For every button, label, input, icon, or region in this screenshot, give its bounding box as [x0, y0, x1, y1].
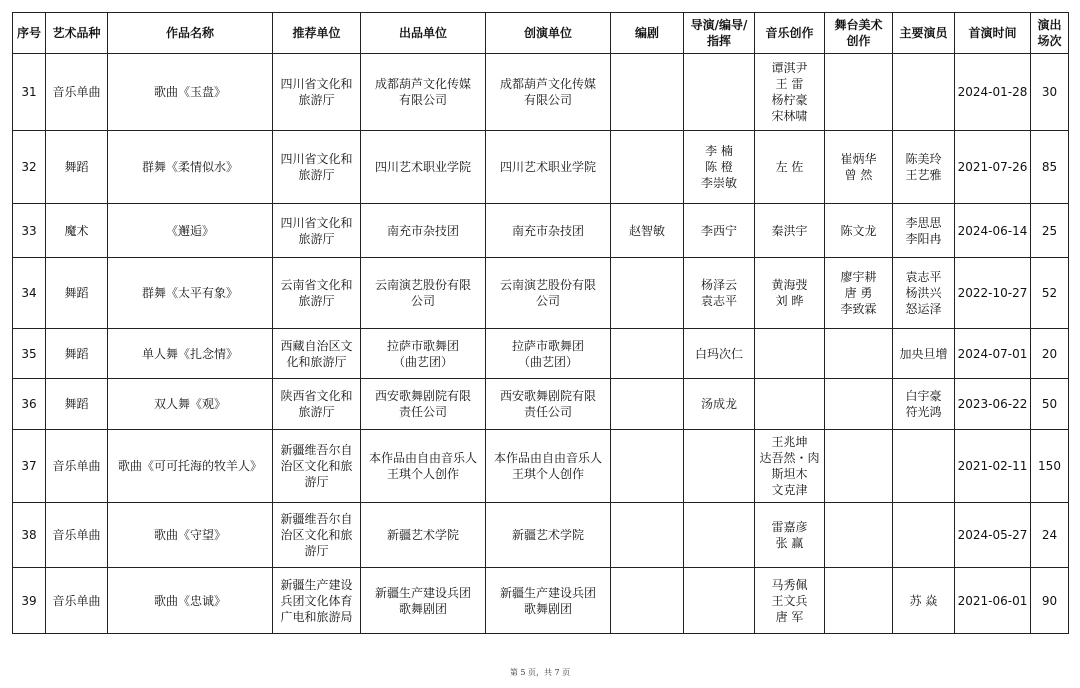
producer-cell: 云南演艺股份有限 公司 — [361, 258, 486, 329]
recommender-cell: 新疆生产建设 兵团文化体育 广电和旅游局 — [273, 568, 361, 634]
page-footer: 第 5 页，共 7 页 — [509, 668, 571, 677]
creator-cell: 西安歌舞剧院有限 责任公司 — [486, 379, 611, 430]
director-cell — [684, 54, 755, 131]
writer-cell — [611, 503, 684, 568]
art-type-cell: 音乐单曲 — [46, 503, 108, 568]
header-premiere-date: 首演时间 — [955, 13, 1031, 54]
main-actors-cell — [893, 503, 955, 568]
work-title-cell: 双人舞《观》 — [108, 379, 273, 430]
work-title-cell: 群舞《柔情似水》 — [108, 131, 273, 204]
table-body — [13, 54, 1069, 634]
director-cell: 白玛次仁 — [684, 329, 755, 379]
main-actors-cell — [893, 54, 955, 131]
stage-designer-cell — [825, 379, 893, 430]
writer-cell — [611, 430, 684, 503]
recommender-cell: 四川省文化和 旅游厅 — [273, 131, 361, 204]
producer-cell: 西安歌舞剧院有限 责任公司 — [361, 379, 486, 430]
main-actors-cell: 袁志平 杨洪兴 怒运泽 — [893, 258, 955, 329]
row-no-cell: 33 — [13, 204, 46, 258]
producer-cell: 四川艺术职业学院 — [361, 131, 486, 204]
art-type-cell: 舞蹈 — [46, 258, 108, 329]
premiere-date-cell: 2021-02-11 — [955, 430, 1031, 503]
art-type-cell: 音乐单曲 — [46, 430, 108, 503]
stage-designer-cell — [825, 503, 893, 568]
director-cell: 汤成龙 — [684, 379, 755, 430]
writer-cell — [611, 258, 684, 329]
header-art-type: 艺术品种 — [46, 13, 108, 54]
creator-cell: 新疆生产建设兵团 歌舞剧团 — [486, 568, 611, 634]
show-count-cell: 85 — [1031, 131, 1069, 204]
row-no-cell: 36 — [13, 379, 46, 430]
table-row — [13, 503, 1069, 568]
row-no-cell: 32 — [13, 131, 46, 204]
work-title-cell: 歌曲《可可托海的牧羊人》 — [108, 430, 273, 503]
director-cell: 李 楠 陈 橙 李崇敏 — [684, 131, 755, 204]
director-cell: 李西宁 — [684, 204, 755, 258]
work-title-cell: 群舞《太平有象》 — [108, 258, 273, 329]
table-row — [13, 379, 1069, 430]
music-creator-cell: 秦洪宇 — [755, 204, 825, 258]
row-no-cell: 39 — [13, 568, 46, 634]
director-cell — [684, 503, 755, 568]
show-count-cell: 25 — [1031, 204, 1069, 258]
work-title-cell: 歌曲《忠诚》 — [108, 568, 273, 634]
main-actors-cell: 李思思 李阳冉 — [893, 204, 955, 258]
creator-cell: 拉萨市歌舞团 （曲艺团） — [486, 329, 611, 379]
producer-cell: 新疆生产建设兵团 歌舞剧团 — [361, 568, 486, 634]
stage-designer-cell — [825, 568, 893, 634]
recommender-cell: 四川省文化和 旅游厅 — [273, 204, 361, 258]
show-count-cell: 90 — [1031, 568, 1069, 634]
producer-cell: 本作品由自由音乐人 王琪个人创作 — [361, 430, 486, 503]
table-row — [13, 329, 1069, 379]
creator-cell: 云南演艺股份有限 公司 — [486, 258, 611, 329]
show-count-cell: 30 — [1031, 54, 1069, 131]
show-count-cell: 20 — [1031, 329, 1069, 379]
header-recommender: 推荐单位 — [273, 13, 361, 54]
work-title-cell: 歌曲《玉盘》 — [108, 54, 273, 131]
work-title-cell: 单人舞《扎念情》 — [108, 329, 273, 379]
header-row — [13, 13, 1069, 54]
director-cell — [684, 568, 755, 634]
recommender-cell: 西藏自治区文 化和旅游厅 — [273, 329, 361, 379]
producer-cell: 南充市杂技团 — [361, 204, 486, 258]
art-type-cell: 舞蹈 — [46, 131, 108, 204]
stage-designer-cell: 廖宇耕 唐 勇 李致霖 — [825, 258, 893, 329]
creator-cell: 四川艺术职业学院 — [486, 131, 611, 204]
art-type-cell: 音乐单曲 — [46, 568, 108, 634]
art-type-cell: 音乐单曲 — [46, 54, 108, 131]
header-director: 导演/编导/ 指挥 — [684, 13, 755, 54]
stage-designer-cell: 陈文龙 — [825, 204, 893, 258]
art-type-cell: 舞蹈 — [46, 379, 108, 430]
main-actors-cell: 白宇豪 符光鸿 — [893, 379, 955, 430]
recommender-cell: 四川省文化和 旅游厅 — [273, 54, 361, 131]
director-cell: 杨泽云 袁志平 — [684, 258, 755, 329]
header-writer: 编剧 — [611, 13, 684, 54]
table-row — [13, 204, 1069, 258]
premiere-date-cell: 2023-06-22 — [955, 379, 1031, 430]
header-show-count: 演出 场次 — [1031, 13, 1069, 54]
writer-cell — [611, 131, 684, 204]
stage-designer-cell — [825, 54, 893, 131]
recommender-cell: 新疆维吾尔自 治区文化和旅 游厅 — [273, 503, 361, 568]
recommender-cell: 云南省文化和 旅游厅 — [273, 258, 361, 329]
work-title-cell: 《邂逅》 — [108, 204, 273, 258]
music-creator-cell: 马秀佩 王文兵 唐 军 — [755, 568, 825, 634]
music-creator-cell: 王兆坤 达吾然・肉 斯坦木 文克津 — [755, 430, 825, 503]
row-no-cell: 34 — [13, 258, 46, 329]
stage-designer-cell — [825, 430, 893, 503]
table-row — [13, 258, 1069, 329]
header-stage-design: 舞台美术 创作 — [825, 13, 893, 54]
writer-cell: 赵智敏 — [611, 204, 684, 258]
row-no-cell: 31 — [13, 54, 46, 131]
header-actors: 主要演员 — [893, 13, 955, 54]
music-creator-cell — [755, 379, 825, 430]
header-music: 音乐创作 — [755, 13, 825, 54]
table-row — [13, 54, 1069, 131]
table-row — [13, 568, 1069, 634]
works-table — [12, 12, 1069, 634]
row-no-cell: 37 — [13, 430, 46, 503]
creator-cell: 新疆艺术学院 — [486, 503, 611, 568]
header-title: 作品名称 — [108, 13, 273, 54]
producer-cell: 新疆艺术学院 — [361, 503, 486, 568]
show-count-cell: 150 — [1031, 430, 1069, 503]
main-actors-cell: 陈美玲 王艺雅 — [893, 131, 955, 204]
premiere-date-cell: 2022-10-27 — [955, 258, 1031, 329]
creator-cell: 南充市杂技团 — [486, 204, 611, 258]
stage-designer-cell: 崔炳华 曾 然 — [825, 131, 893, 204]
creator-cell: 成都葫芦文化传媒 有限公司 — [486, 54, 611, 131]
main-actors-cell — [893, 430, 955, 503]
premiere-date-cell: 2024-05-27 — [955, 503, 1031, 568]
art-type-cell: 魔术 — [46, 204, 108, 258]
music-creator-cell — [755, 329, 825, 379]
premiere-date-cell: 2024-06-14 — [955, 204, 1031, 258]
writer-cell — [611, 379, 684, 430]
header-no: 序号 — [13, 13, 46, 54]
main-actors-cell: 苏 焱 — [893, 568, 955, 634]
music-creator-cell: 雷嘉彦 张 赢 — [755, 503, 825, 568]
row-no-cell: 35 — [13, 329, 46, 379]
show-count-cell: 52 — [1031, 258, 1069, 329]
table-row — [13, 131, 1069, 204]
director-cell — [684, 430, 755, 503]
producer-cell: 成都葫芦文化传媒 有限公司 — [361, 54, 486, 131]
table-row — [13, 430, 1069, 503]
recommender-cell: 新疆维吾尔自 治区文化和旅 游厅 — [273, 430, 361, 503]
music-creator-cell: 左 佐 — [755, 131, 825, 204]
show-count-cell: 24 — [1031, 503, 1069, 568]
music-creator-cell: 黄海弢 刘 晔 — [755, 258, 825, 329]
main-actors-cell: 加央旦增 — [893, 329, 955, 379]
producer-cell: 拉萨市歌舞团 （曲艺团） — [361, 329, 486, 379]
recommender-cell: 陕西省文化和 旅游厅 — [273, 379, 361, 430]
header-creator: 创演单位 — [486, 13, 611, 54]
premiere-date-cell: 2021-07-26 — [955, 131, 1031, 204]
header-producer: 出品单位 — [361, 13, 486, 54]
work-title-cell: 歌曲《守望》 — [108, 503, 273, 568]
premiere-date-cell: 2021-06-01 — [955, 568, 1031, 634]
premiere-date-cell: 2024-07-01 — [955, 329, 1031, 379]
writer-cell — [611, 54, 684, 131]
premiere-date-cell: 2024-01-28 — [955, 54, 1031, 131]
creator-cell: 本作品由自由音乐人 王琪个人创作 — [486, 430, 611, 503]
music-creator-cell: 谭淇尹 王 雷 杨柠豪 宋林啸 — [755, 54, 825, 131]
stage-designer-cell — [825, 329, 893, 379]
art-type-cell: 舞蹈 — [46, 329, 108, 379]
row-no-cell: 38 — [13, 503, 46, 568]
writer-cell — [611, 329, 684, 379]
show-count-cell: 50 — [1031, 379, 1069, 430]
writer-cell — [611, 568, 684, 634]
